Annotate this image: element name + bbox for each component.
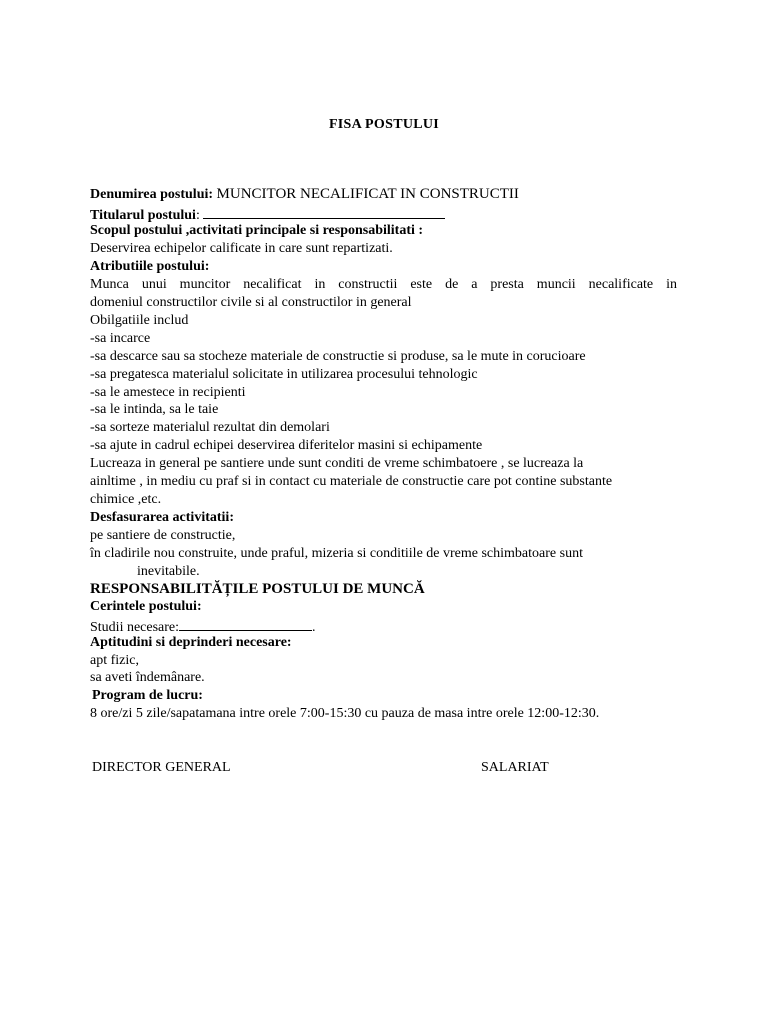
job-name-label: Denumirea postului:	[90, 187, 214, 202]
obligation-item: -sa le intinda, sa le taie	[90, 402, 219, 417]
requirements-heading: Cerintele postului:	[90, 599, 202, 614]
duties-text-line-1: Munca unui muncitor necalificat in constructii este de a presta muncii necalificate in	[90, 277, 677, 292]
holder-colon: :	[195, 208, 200, 223]
obligation-item: -sa sorteze materialul rezultat din demolari	[90, 420, 330, 435]
obligation-item: -sa incarce	[90, 331, 151, 346]
obligations-intro: Obilgatiile includ	[90, 313, 189, 328]
obligation-item: -sa le amestece in recipienti	[90, 385, 246, 400]
scope-heading: Scopul postului ,activitati principale si responsabilitati :	[90, 223, 424, 238]
holder-label: Titularul postului	[90, 208, 196, 223]
page-title: FISA POSTULUI	[328, 117, 440, 132]
conditions-line-3: chimice ,etc.	[90, 492, 162, 507]
signature-employee: SALARIAT	[481, 760, 549, 775]
skill-item: apt fizic,	[90, 653, 139, 668]
job-name-value: MUNCITOR NECALIFICAT IN CONSTRUCTII	[216, 186, 519, 202]
conditions-line-2: ainltime , in mediu cu praf si in contact cu materiale de constructie care pot contine substante	[90, 474, 613, 489]
holder-blank-line	[203, 204, 445, 219]
responsibilities-heading: RESPONSABILITĂȚILE POSTULUI DE MUNCĂ	[90, 581, 425, 597]
studies-end: .	[312, 620, 316, 635]
job-name-line	[90, 185, 519, 204]
studies-label: Studii necesare:	[90, 620, 180, 635]
activity-line-2: în cladirile nou construite, unde praful, mizeria si conditiile de vreme schimbatoare sunt	[90, 546, 583, 561]
activity-line-1: pe santiere de constructie,	[90, 528, 236, 543]
duties-text-line-2: domeniul constructilor civile si al constructilor in general	[90, 295, 412, 310]
obligation-item: -sa pregatesca materialul solicitate in utilizarea procesului tehnologic	[90, 367, 478, 382]
signature-director: DIRECTOR GENERAL	[92, 760, 231, 775]
obligation-item: -sa descarce sau sa stocheze materiale de constructie si produse, sa le mute in corucioare	[90, 349, 586, 364]
scope-text: Deservirea echipelor calificate in care sunt repartizati.	[90, 241, 393, 256]
activity-line-3: inevitabile.	[137, 564, 200, 579]
activity-heading: Desfasurarea activitatii:	[90, 510, 234, 525]
studies-blank-line	[179, 616, 312, 631]
duties-heading: Atributiile postului:	[90, 259, 210, 274]
skill-item: sa aveti îndemânare.	[90, 670, 205, 685]
schedule-heading: Program de lucru:	[92, 688, 203, 703]
obligation-item: -sa ajute in cadrul echipei deservirea diferitelor masini si echipamente	[90, 438, 483, 453]
skills-heading: Aptitudini si deprinderi necesare:	[90, 635, 292, 650]
schedule-text: 8 ore/zi 5 zile/sapatamana intre orele 7:00-15:30 cu pauza de masa intre orele 12:00-12:30.	[90, 706, 600, 721]
conditions-line-1: Lucreaza in general pe santiere unde sunt conditi de vreme schimbatoere , se lucreaza la	[90, 456, 584, 471]
